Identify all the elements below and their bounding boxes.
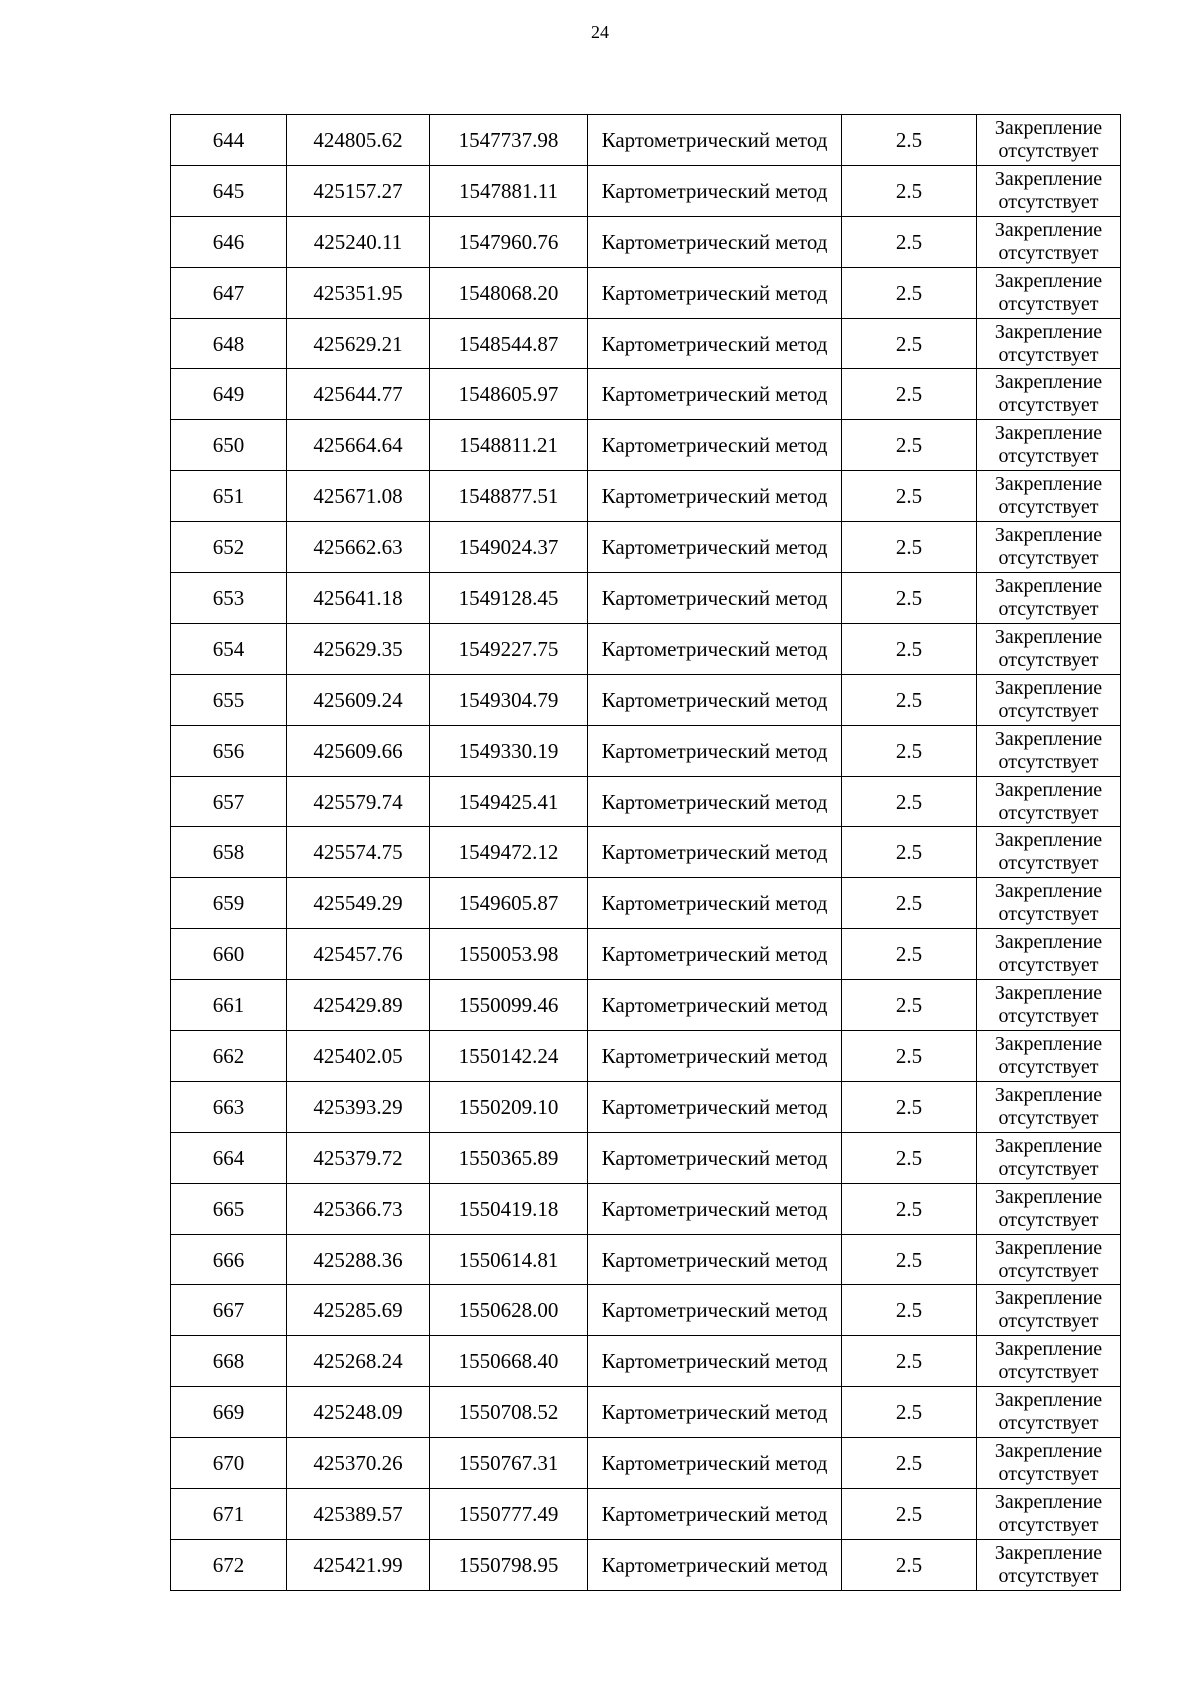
marker-note-cell: Закрепление отсутствует xyxy=(977,623,1121,674)
table-row xyxy=(171,674,1121,725)
accuracy-cell: 2.5 xyxy=(842,1336,977,1387)
method-cell: Картометрический метод xyxy=(588,674,842,725)
point-number-cell: 659 xyxy=(171,878,287,929)
method-cell: Картометрический метод xyxy=(588,420,842,471)
point-number-cell: 645 xyxy=(171,165,287,216)
y-coordinate-cell: 1548811.21 xyxy=(430,420,588,471)
accuracy-cell: 2.5 xyxy=(842,1489,977,1540)
point-number-cell: 665 xyxy=(171,1183,287,1234)
table-row xyxy=(171,573,1121,624)
y-coordinate-cell: 1550767.31 xyxy=(430,1438,588,1489)
accuracy-cell: 2.5 xyxy=(842,1031,977,1082)
table-row xyxy=(171,1387,1121,1438)
y-coordinate-cell: 1549304.79 xyxy=(430,674,588,725)
marker-note-cell: Закрепление отсутствует xyxy=(977,115,1121,166)
accuracy-cell: 2.5 xyxy=(842,1234,977,1285)
point-number-cell: 667 xyxy=(171,1285,287,1336)
marker-note-cell: Закрепление отсутствует xyxy=(977,420,1121,471)
x-coordinate-cell: 424805.62 xyxy=(287,115,430,166)
marker-note-cell: Закрепление отсутствует xyxy=(977,674,1121,725)
x-coordinate-cell: 425629.21 xyxy=(287,318,430,369)
method-cell: Картометрический метод xyxy=(588,1387,842,1438)
marker-note-cell: Закрепление отсутствует xyxy=(977,725,1121,776)
marker-note-cell: Закрепление отсутствует xyxy=(977,1183,1121,1234)
x-coordinate-cell: 425641.18 xyxy=(287,573,430,624)
accuracy-cell: 2.5 xyxy=(842,827,977,878)
y-coordinate-cell: 1548877.51 xyxy=(430,471,588,522)
accuracy-cell: 2.5 xyxy=(842,878,977,929)
table-row xyxy=(171,929,1121,980)
marker-note-cell: Закрепление отсутствует xyxy=(977,522,1121,573)
accuracy-cell: 2.5 xyxy=(842,1387,977,1438)
y-coordinate-cell: 1550708.52 xyxy=(430,1387,588,1438)
table-row xyxy=(171,827,1121,878)
table-row xyxy=(171,369,1121,420)
marker-note-cell: Закрепление отсутствует xyxy=(977,1336,1121,1387)
y-coordinate-cell: 1547881.11 xyxy=(430,165,588,216)
point-number-cell: 646 xyxy=(171,216,287,267)
marker-note-cell: Закрепление отсутствует xyxy=(977,980,1121,1031)
point-number-cell: 647 xyxy=(171,267,287,318)
y-coordinate-cell: 1550099.46 xyxy=(430,980,588,1031)
method-cell: Картометрический метод xyxy=(588,165,842,216)
method-cell: Картометрический метод xyxy=(588,573,842,624)
marker-note-cell: Закрепление отсутствует xyxy=(977,216,1121,267)
marker-note-cell: Закрепление отсутствует xyxy=(977,318,1121,369)
method-cell: Картометрический метод xyxy=(588,776,842,827)
marker-note-cell: Закрепление отсутствует xyxy=(977,471,1121,522)
x-coordinate-cell: 425421.99 xyxy=(287,1539,430,1590)
accuracy-cell: 2.5 xyxy=(842,369,977,420)
marker-note-cell: Закрепление отсутствует xyxy=(977,1539,1121,1590)
y-coordinate-cell: 1548544.87 xyxy=(430,318,588,369)
point-number-cell: 663 xyxy=(171,1081,287,1132)
x-coordinate-cell: 425457.76 xyxy=(287,929,430,980)
marker-note-cell: Закрепление отсутствует xyxy=(977,878,1121,929)
accuracy-cell: 2.5 xyxy=(842,115,977,166)
x-coordinate-cell: 425549.29 xyxy=(287,878,430,929)
y-coordinate-cell: 1549024.37 xyxy=(430,522,588,573)
method-cell: Картометрический метод xyxy=(588,827,842,878)
method-cell: Картометрический метод xyxy=(588,216,842,267)
accuracy-cell: 2.5 xyxy=(842,776,977,827)
table-row xyxy=(171,623,1121,674)
table-row xyxy=(171,980,1121,1031)
y-coordinate-cell: 1550142.24 xyxy=(430,1031,588,1082)
table-row xyxy=(171,1336,1121,1387)
accuracy-cell: 2.5 xyxy=(842,471,977,522)
method-cell: Картометрический метод xyxy=(588,1285,842,1336)
point-number-cell: 670 xyxy=(171,1438,287,1489)
table-row xyxy=(171,1234,1121,1285)
table-row xyxy=(171,522,1121,573)
point-number-cell: 660 xyxy=(171,929,287,980)
point-number-cell: 666 xyxy=(171,1234,287,1285)
y-coordinate-cell: 1549605.87 xyxy=(430,878,588,929)
y-coordinate-cell: 1550668.40 xyxy=(430,1336,588,1387)
accuracy-cell: 2.5 xyxy=(842,623,977,674)
x-coordinate-cell: 425429.89 xyxy=(287,980,430,1031)
table-row xyxy=(171,1031,1121,1082)
point-number-cell: 662 xyxy=(171,1031,287,1082)
marker-note-cell: Закрепление отсутствует xyxy=(977,929,1121,980)
point-number-cell: 656 xyxy=(171,725,287,776)
accuracy-cell: 2.5 xyxy=(842,929,977,980)
point-number-cell: 668 xyxy=(171,1336,287,1387)
x-coordinate-cell: 425579.74 xyxy=(287,776,430,827)
table-row xyxy=(171,267,1121,318)
marker-note-cell: Закрепление отсутствует xyxy=(977,1438,1121,1489)
method-cell: Картометрический метод xyxy=(588,1438,842,1489)
y-coordinate-cell: 1550614.81 xyxy=(430,1234,588,1285)
method-cell: Картометрический метод xyxy=(588,878,842,929)
table-row xyxy=(171,471,1121,522)
y-coordinate-cell: 1548068.20 xyxy=(430,267,588,318)
table-row xyxy=(171,1183,1121,1234)
method-cell: Картометрический метод xyxy=(588,1031,842,1082)
table-row xyxy=(171,1081,1121,1132)
point-number-cell: 661 xyxy=(171,980,287,1031)
accuracy-cell: 2.5 xyxy=(842,1132,977,1183)
point-number-cell: 653 xyxy=(171,573,287,624)
method-cell: Картометрический метод xyxy=(588,115,842,166)
x-coordinate-cell: 425268.24 xyxy=(287,1336,430,1387)
point-number-cell: 655 xyxy=(171,674,287,725)
table-row xyxy=(171,725,1121,776)
page-number: 24 xyxy=(591,22,609,42)
accuracy-cell: 2.5 xyxy=(842,318,977,369)
y-coordinate-cell: 1550209.10 xyxy=(430,1081,588,1132)
method-cell: Картометрический метод xyxy=(588,471,842,522)
point-number-cell: 658 xyxy=(171,827,287,878)
y-coordinate-cell: 1550365.89 xyxy=(430,1132,588,1183)
point-number-cell: 652 xyxy=(171,522,287,573)
table-row xyxy=(171,1539,1121,1590)
x-coordinate-cell: 425402.05 xyxy=(287,1031,430,1082)
y-coordinate-cell: 1549472.12 xyxy=(430,827,588,878)
marker-note-cell: Закрепление отсутствует xyxy=(977,1489,1121,1540)
x-coordinate-cell: 425389.57 xyxy=(287,1489,430,1540)
marker-note-cell: Закрепление отсутствует xyxy=(977,1387,1121,1438)
table-row xyxy=(171,216,1121,267)
coordinates-table-body xyxy=(171,115,1121,1591)
method-cell: Картометрический метод xyxy=(588,1489,842,1540)
marker-note-cell: Закрепление отсутствует xyxy=(977,267,1121,318)
x-coordinate-cell: 425629.35 xyxy=(287,623,430,674)
method-cell: Картометрический метод xyxy=(588,522,842,573)
y-coordinate-cell: 1550419.18 xyxy=(430,1183,588,1234)
method-cell: Картометрический метод xyxy=(588,929,842,980)
marker-note-cell: Закрепление отсутствует xyxy=(977,776,1121,827)
point-number-cell: 654 xyxy=(171,623,287,674)
marker-note-cell: Закрепление отсутствует xyxy=(977,1234,1121,1285)
x-coordinate-cell: 425644.77 xyxy=(287,369,430,420)
point-number-cell: 664 xyxy=(171,1132,287,1183)
method-cell: Картометрический метод xyxy=(588,1081,842,1132)
accuracy-cell: 2.5 xyxy=(842,1539,977,1590)
y-coordinate-cell: 1549330.19 xyxy=(430,725,588,776)
point-number-cell: 672 xyxy=(171,1539,287,1590)
x-coordinate-cell: 425609.24 xyxy=(287,674,430,725)
method-cell: Картометрический метод xyxy=(588,369,842,420)
table-row xyxy=(171,318,1121,369)
marker-note-cell: Закрепление отсутствует xyxy=(977,1081,1121,1132)
y-coordinate-cell: 1550053.98 xyxy=(430,929,588,980)
table-row xyxy=(171,776,1121,827)
point-number-cell: 671 xyxy=(171,1489,287,1540)
accuracy-cell: 2.5 xyxy=(842,216,977,267)
method-cell: Картометрический метод xyxy=(588,1183,842,1234)
accuracy-cell: 2.5 xyxy=(842,573,977,624)
marker-note-cell: Закрепление отсутствует xyxy=(977,1285,1121,1336)
accuracy-cell: 2.5 xyxy=(842,1285,977,1336)
y-coordinate-cell: 1547737.98 xyxy=(430,115,588,166)
x-coordinate-cell: 425662.63 xyxy=(287,522,430,573)
point-number-cell: 669 xyxy=(171,1387,287,1438)
x-coordinate-cell: 425285.69 xyxy=(287,1285,430,1336)
method-cell: Картометрический метод xyxy=(588,1234,842,1285)
point-number-cell: 648 xyxy=(171,318,287,369)
method-cell: Картометрический метод xyxy=(588,623,842,674)
accuracy-cell: 2.5 xyxy=(842,420,977,471)
accuracy-cell: 2.5 xyxy=(842,674,977,725)
marker-note-cell: Закрепление отсутствует xyxy=(977,369,1121,420)
table-row xyxy=(171,165,1121,216)
table-row xyxy=(171,115,1121,166)
x-coordinate-cell: 425351.95 xyxy=(287,267,430,318)
table-row xyxy=(171,878,1121,929)
accuracy-cell: 2.5 xyxy=(842,267,977,318)
table-row xyxy=(171,420,1121,471)
y-coordinate-cell: 1549425.41 xyxy=(430,776,588,827)
method-cell: Картометрический метод xyxy=(588,1132,842,1183)
method-cell: Картометрический метод xyxy=(588,318,842,369)
method-cell: Картометрический метод xyxy=(588,980,842,1031)
y-coordinate-cell: 1549227.75 xyxy=(430,623,588,674)
x-coordinate-cell: 425366.73 xyxy=(287,1183,430,1234)
point-number-cell: 657 xyxy=(171,776,287,827)
marker-note-cell: Закрепление отсутствует xyxy=(977,1132,1121,1183)
table-row xyxy=(171,1438,1121,1489)
x-coordinate-cell: 425664.64 xyxy=(287,420,430,471)
marker-note-cell: Закрепление отсутствует xyxy=(977,1031,1121,1082)
point-number-cell: 651 xyxy=(171,471,287,522)
x-coordinate-cell: 425379.72 xyxy=(287,1132,430,1183)
marker-note-cell: Закрепление отсутствует xyxy=(977,827,1121,878)
table-row xyxy=(171,1132,1121,1183)
x-coordinate-cell: 425574.75 xyxy=(287,827,430,878)
method-cell: Картометрический метод xyxy=(588,1336,842,1387)
x-coordinate-cell: 425609.66 xyxy=(287,725,430,776)
point-number-cell: 649 xyxy=(171,369,287,420)
point-number-cell: 650 xyxy=(171,420,287,471)
y-coordinate-cell: 1547960.76 xyxy=(430,216,588,267)
x-coordinate-cell: 425671.08 xyxy=(287,471,430,522)
accuracy-cell: 2.5 xyxy=(842,1438,977,1489)
point-number-cell: 644 xyxy=(171,115,287,166)
accuracy-cell: 2.5 xyxy=(842,725,977,776)
marker-note-cell: Закрепление отсутствует xyxy=(977,165,1121,216)
x-coordinate-cell: 425288.36 xyxy=(287,1234,430,1285)
accuracy-cell: 2.5 xyxy=(842,165,977,216)
x-coordinate-cell: 425157.27 xyxy=(287,165,430,216)
y-coordinate-cell: 1549128.45 xyxy=(430,573,588,624)
accuracy-cell: 2.5 xyxy=(842,980,977,1031)
accuracy-cell: 2.5 xyxy=(842,1183,977,1234)
x-coordinate-cell: 425240.11 xyxy=(287,216,430,267)
y-coordinate-cell: 1550777.49 xyxy=(430,1489,588,1540)
y-coordinate-cell: 1550798.95 xyxy=(430,1539,588,1590)
table-row xyxy=(171,1489,1121,1540)
accuracy-cell: 2.5 xyxy=(842,1081,977,1132)
method-cell: Картометрический метод xyxy=(588,267,842,318)
method-cell: Картометрический метод xyxy=(588,725,842,776)
x-coordinate-cell: 425393.29 xyxy=(287,1081,430,1132)
accuracy-cell: 2.5 xyxy=(842,522,977,573)
y-coordinate-cell: 1548605.97 xyxy=(430,369,588,420)
method-cell: Картометрический метод xyxy=(588,1539,842,1590)
coordinates-table xyxy=(170,114,1121,1591)
x-coordinate-cell: 425248.09 xyxy=(287,1387,430,1438)
x-coordinate-cell: 425370.26 xyxy=(287,1438,430,1489)
marker-note-cell: Закрепление отсутствует xyxy=(977,573,1121,624)
y-coordinate-cell: 1550628.00 xyxy=(430,1285,588,1336)
table-row xyxy=(171,1285,1121,1336)
